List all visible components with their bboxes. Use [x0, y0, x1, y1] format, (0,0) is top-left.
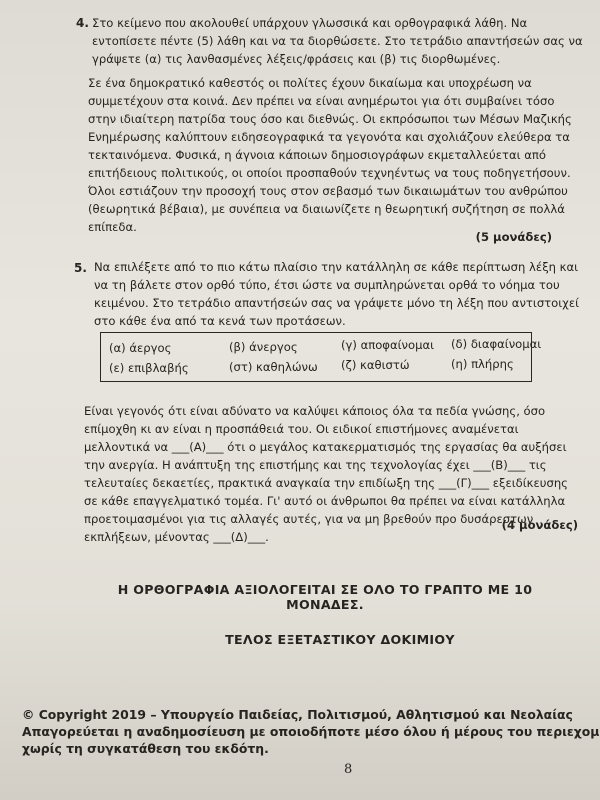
- question-4-score: (5 μονάδες): [475, 230, 552, 244]
- instruction-line: κειμένου. Στο τετράδιο απαντήσεών σας να γράψετε μόνο τη λέξη που αντιστοιχεί: [94, 296, 580, 310]
- copyright-line: Απαγορεύεται η αναδημοσίευση με οποιοδήποτε μέσο όλου ή μέρους του περιεχομ: [22, 724, 600, 739]
- text-line: μελλοντικά να ___(Α)___ ότι ο μεγάλος κατακερματισμός της εργασίας θα αυξήσει: [84, 440, 567, 454]
- text-line: στην ιδιαίτερη πατρίδα τους όσο και διεθνώς. Οι εκπρόσωποι των Μέσων Μαζικής: [88, 112, 572, 126]
- question-5-text: [84, 402, 568, 546]
- text-line: επίμοχθη κι αν είναι η προσπάθειά του. Οι ειδικοί επιστήμονες αναμένεται: [84, 422, 519, 436]
- question-5-score: (4 μονάδες): [501, 518, 578, 532]
- question-4-number: 4.: [76, 16, 89, 30]
- text-line: επίπεδα.: [88, 220, 137, 234]
- text-line: τελευταίες δεκαετίες, πρακτικά αναγκαία την επιδίωξη της ___(Γ)___ εξειδίκευσης: [84, 476, 568, 490]
- word-choice: (η) πλήρης: [451, 357, 514, 371]
- text-line: εκπλήξεων, μένοντας ___(Δ)___.: [84, 530, 269, 544]
- spelling-notice: Η ΟΡΘΟΓΡΑΦΙΑ ΑΞΙΟΛΟΓΕΙΤΑΙ ΣΕ ΟΛΟ ΤΟ ΓΡΑΠΤΟ ΜΕ 10 ΜΟΝΑΔΕΣ.: [117, 582, 533, 612]
- word-choice: (στ) καθηλώνω: [229, 360, 318, 374]
- copyright-line: © Copyright 2019 – Υπουργείο Παιδείας, Πολιτισμού, Αθλητισμού και Νεολαίας: [22, 707, 573, 722]
- instruction-line: γράψετε (α) τις λανθασμένες λέξεις/φράσεις και (β) τις διορθωμένες.: [92, 52, 501, 66]
- text-line: Όλοι εστιάζουν την προσοχή τους στον σεβασμό των δικαιωμάτων του ανθρώπου: [88, 184, 568, 198]
- text-line: (θεωρητικά βέβαια), με συνέπεια να διαιωνίζετε η θεωρητική συζήτηση σε πολλά: [88, 202, 565, 216]
- question-5-number: 5.: [74, 261, 87, 275]
- text-line: Ενημέρωσης καλύπτουν ειδησεογραφικά τα γεγονότα και σχολιάζουν ελεύθερα τα: [88, 130, 570, 144]
- text-line: συμμετέχουν στα κοινά. Δεν πρέπει να είναι ανημέρωτοι για ότι συμβαίνει τόσο: [88, 94, 555, 108]
- instruction-line: Να επιλέξετε από το πιο κάτω πλαίσιο την κατάλληλη σε κάθε περίπτωση λέξη και: [94, 260, 579, 274]
- question-4-text: [88, 74, 572, 236]
- end-of-exam-title: ΤΕΛΟΣ ΕΞΕΤΑΣΤΙΚΟΥ ΔΟΚΙΜΙΟΥ: [225, 632, 455, 647]
- word-choice: (ζ) καθιστώ: [341, 358, 410, 372]
- word-choice-box: [100, 332, 542, 382]
- copyright-line: χωρίς τη συγκατάθεση του εκδότη.: [22, 741, 269, 756]
- instruction-line: Στο κείμενο που ακολουθεί υπάρχουν γλωσσικά και ορθογραφικά λάθη. Να: [92, 16, 528, 30]
- word-choice: (β) άνεργος: [229, 340, 298, 354]
- text-line: τεκταινόμενα. Φυσικά, η άγνοια κάποιων δημοσιογράφων εκμεταλλεύεται από: [88, 148, 546, 162]
- text-line: Είναι γεγονός ότι είναι αδύνατο να καλύψει κάποιος όλα τα πεδία γνώσης, όσο: [84, 404, 546, 418]
- question-4-instructions: [92, 14, 583, 68]
- word-choice: (γ) αποφαίνομαι: [341, 338, 435, 352]
- word-choice: (δ) διαφαίνομαι: [451, 337, 542, 351]
- instruction-line: να τη βάλετε στον ορθό τύπο, έτσι ώστε να συμπληρώνεται ορθά το νόημα του: [94, 278, 560, 292]
- text-line: την ανεργία. Η ανάπτυξη της επιστήμης και της τεχνολογίας έχει ___(Β)___ τις: [84, 458, 547, 472]
- text-line: σε κάθε επαγγελματικό τομέα. Γι' αυτό οι άνθρωποι θα πρέπει να είναι κατάλληλα: [84, 494, 566, 508]
- text-line: επιτήδειους πολιτικούς, οι οποίοι προσπαθούν τεχνηέντως να τους ποδηγετήσουν.: [88, 166, 571, 180]
- page-number: 8: [344, 762, 353, 777]
- question-5-instructions: [94, 258, 580, 330]
- text-line: Σε ένα δημοκρατικό καθεστός οι πολίτες έχουν δικαίωμα και υποχρέωση να: [88, 76, 532, 90]
- instruction-line: εντοπίσετε πέντε (5) λάθη και να τα διορθώσετε. Στο τετράδιο απαντήσεών σας να: [92, 34, 583, 48]
- instruction-line: στο κάθε ένα από τα κενά των προτάσεων.: [94, 314, 346, 328]
- word-choice: (α) άεργος: [109, 341, 172, 355]
- text-line: προετοιμασμένοι για τις αλλαγές αυτές, για να μη βρεθούν προ δυσάρεστων: [84, 512, 534, 526]
- word-choice: (ε) επιβλαβής: [109, 361, 189, 375]
- copyright-notice: [22, 706, 600, 757]
